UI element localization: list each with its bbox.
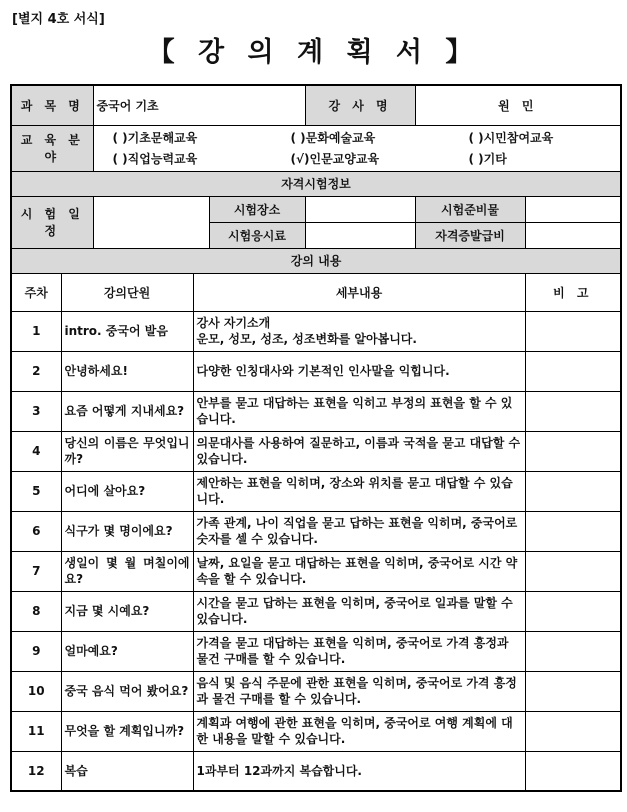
exam-date-value: [93, 196, 209, 248]
note-cell: [525, 471, 621, 511]
exam-fee-label: 시험응시료: [209, 222, 305, 248]
category-row: [11, 125, 621, 171]
category-options: [93, 125, 621, 171]
option-basic-literacy: ( )기초문해교육: [112, 131, 198, 145]
col-unit-header: 강의단원: [61, 273, 193, 311]
unit-title: 무엇을 할 계획입니까?: [61, 711, 193, 751]
week-number: 4: [11, 431, 61, 471]
unit-title: 안녕하세요!: [61, 351, 193, 391]
exam-fee-value: [305, 222, 415, 248]
week-number: 2: [11, 351, 61, 391]
unit-title: intro. 중국어 발음: [61, 311, 193, 351]
note-cell: [525, 431, 621, 471]
unit-title: 식구가 몇 명이에요?: [61, 511, 193, 551]
week-number: 7: [11, 551, 61, 591]
unit-title: 생일이 몇 월 며칠이에요?: [61, 551, 193, 591]
week-number: 5: [11, 471, 61, 511]
lecture-row: [11, 711, 621, 751]
content-section-title: 강의 내용: [11, 248, 621, 273]
note-cell: [525, 391, 621, 431]
detail-text: 강사 자기소개 운모, 성모, 성조, 성조변화를 알아봅니다.: [193, 311, 525, 351]
exam-section-title: 자격시험정보: [11, 171, 621, 196]
col-week-header: 주차: [11, 273, 61, 311]
option-humanities: (√)인문교양교육: [290, 152, 380, 166]
detail-text: 음식 및 음식 주문에 관한 표현을 익히며, 중국어로 가격 흥정과 물건 구매를 할 수 있습니다.: [193, 671, 525, 711]
option-other: ( )기타: [468, 152, 507, 166]
note-cell: [525, 751, 621, 791]
exam-date-label: 시 험 일 정: [11, 196, 93, 248]
course-row: [11, 85, 621, 125]
detail-text: 안부를 묻고 대답하는 표현을 익히고 부정의 표현을 할 수 있습니다.: [193, 391, 525, 431]
note-cell: [525, 711, 621, 751]
lecture-row: [11, 751, 621, 791]
week-number: 9: [11, 631, 61, 671]
option-vocational: ( )직업능력교육: [112, 152, 198, 166]
content-column-headers: [11, 273, 621, 311]
lecture-row: [11, 431, 621, 471]
week-number: 12: [11, 751, 61, 791]
subject-label: 과 목 명: [11, 85, 93, 125]
lecture-row: [11, 591, 621, 631]
lecture-row: [11, 471, 621, 511]
week-number: 6: [11, 511, 61, 551]
note-cell: [525, 311, 621, 351]
lecture-row: [11, 551, 621, 591]
unit-title: 중국 음식 먹어 봤어요?: [61, 671, 193, 711]
note-cell: [525, 551, 621, 591]
note-cell: [525, 591, 621, 631]
detail-text: 날짜, 요일을 묻고 대답하는 표현을 익히며, 중국어로 시간 약속을 할 수 있습니다.: [193, 551, 525, 591]
lecture-row: [11, 391, 621, 431]
instructor-label: 강 사 명: [305, 85, 415, 125]
detail-text: 다양한 인칭대사와 기본적인 인사말을 익힙니다.: [193, 351, 525, 391]
unit-title: 당신의 이름은 무엇입니까?: [61, 431, 193, 471]
option-culture-arts: ( )문화예술교육: [290, 131, 376, 145]
unit-title: 지금 몇 시예요?: [61, 591, 193, 631]
col-note-header: 비 고: [525, 273, 621, 311]
col-detail-header: 세부내용: [193, 273, 525, 311]
lecture-row: [11, 671, 621, 711]
detail-text: 가격을 묻고 대답하는 표현을 익히며, 중국어로 가격 흥정과 물건 구매를 할 수 있습니다.: [193, 631, 525, 671]
detail-text: 의문대사를 사용하여 질문하고, 이름과 국적을 묻고 대답할 수 있습니다.: [193, 431, 525, 471]
unit-title: 요즘 어떻게 지내세요?: [61, 391, 193, 431]
week-number: 11: [11, 711, 61, 751]
unit-title: 얼마예요?: [61, 631, 193, 671]
week-number: 8: [11, 591, 61, 631]
exam-prep-label: 시험준비물: [415, 196, 525, 222]
category-label: 교 육 분 야: [11, 125, 93, 171]
note-cell: [525, 511, 621, 551]
exam-row-1: [11, 196, 621, 222]
instructor-value: 원 민: [415, 85, 621, 125]
detail-text: 제안하는 표현을 익히며, 장소와 위치를 묻고 대답할 수 있습니다.: [193, 471, 525, 511]
exam-prep-value: [525, 196, 621, 222]
exam-section-header: [11, 171, 621, 196]
document-title: 【 강 의 계 획 서 】: [147, 37, 480, 68]
subject-value: 중국어 기초: [93, 85, 305, 125]
unit-title: 복습: [61, 751, 193, 791]
form-number-label: [별지 4호 서식]: [12, 12, 105, 27]
detail-text: 1과부터 12과까지 복습합니다.: [193, 751, 525, 791]
exam-place-label: 시험장소: [209, 196, 305, 222]
detail-text: 가족 관계, 나이 직업을 묻고 답하는 표현을 익히며, 중국어로 숫자를 셀 수 있습니다.: [193, 511, 525, 551]
detail-text: 시간을 묻고 답하는 표현을 익히며, 중국어로 일과를 말할 수 있습니다.: [193, 591, 525, 631]
cert-fee-label: 자격증발급비: [415, 222, 525, 248]
unit-title: 어디에 살아요?: [61, 471, 193, 511]
exam-place-value: [305, 196, 415, 222]
content-section-header: [11, 248, 621, 273]
note-cell: [525, 671, 621, 711]
lecture-row: [11, 311, 621, 351]
option-civic: ( )시민참여교육: [468, 131, 554, 145]
week-number: 1: [11, 311, 61, 351]
cert-fee-value: [525, 222, 621, 248]
lecture-plan-table: [10, 84, 622, 792]
week-number: 10: [11, 671, 61, 711]
lecture-row: [11, 631, 621, 671]
week-number: 3: [11, 391, 61, 431]
lecture-row: [11, 351, 621, 391]
note-cell: [525, 631, 621, 671]
note-cell: [525, 351, 621, 391]
lecture-row: [11, 511, 621, 551]
content-rows: [11, 311, 621, 791]
detail-text: 계획과 여행에 관한 표현을 익히며, 중국어로 여행 계획에 대한 내용을 말할 수 있습니다.: [193, 711, 525, 751]
